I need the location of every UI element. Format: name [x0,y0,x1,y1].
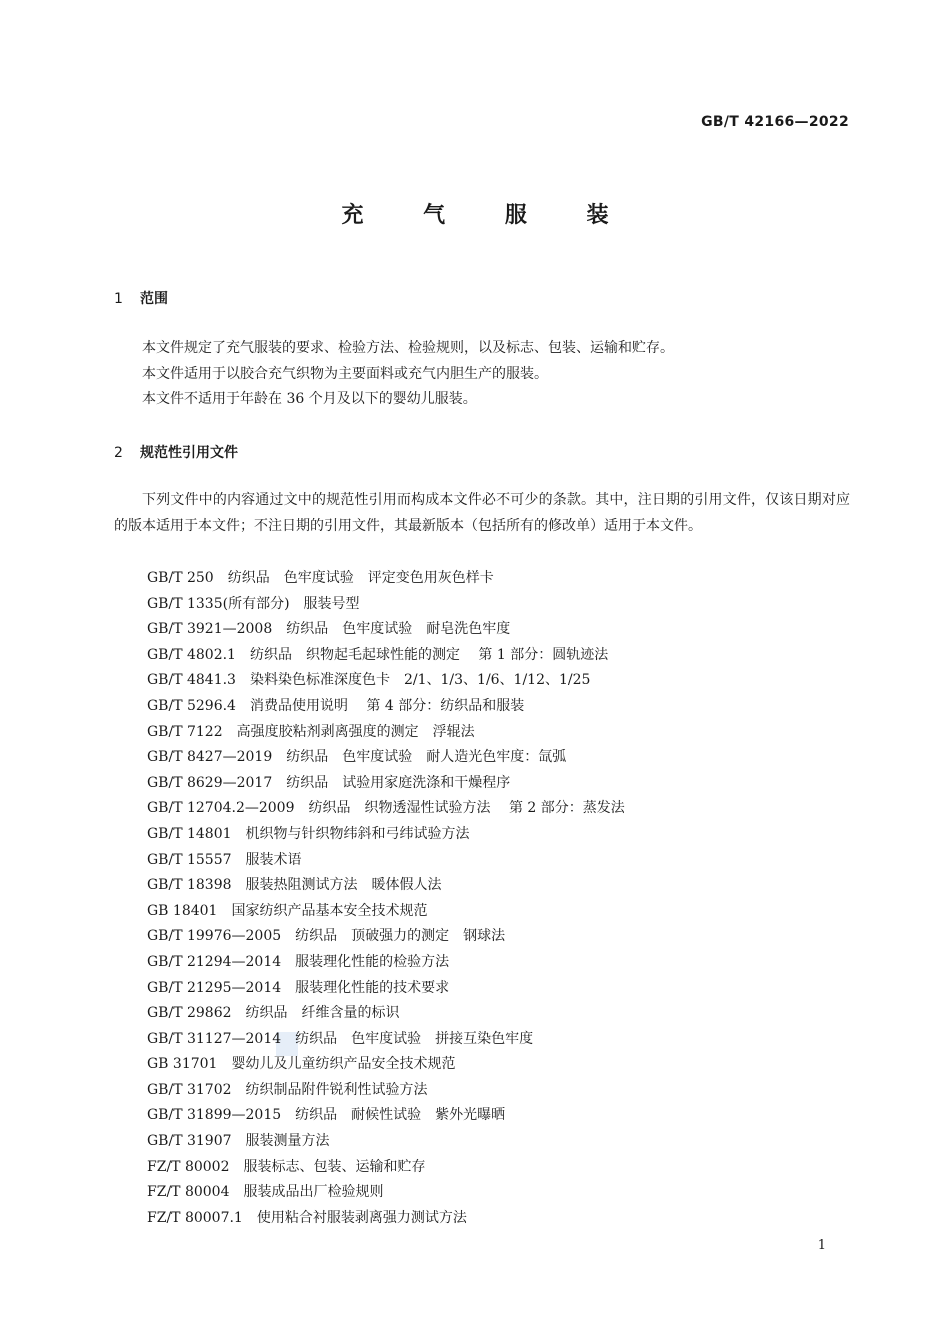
reference-item [147,694,625,720]
section-1-title: 范围 [140,291,168,307]
reference-title: 纺织品 顶破强力的测定 钢球法 [295,928,506,945]
reference-title: 纺织品 试验用家庭洗涤和干燥程序 [286,774,511,791]
reference-title: 纺织品 耐候性试验 紫外光曝晒 [295,1107,506,1124]
reference-item [147,745,625,771]
reference-item [147,1052,625,1078]
section-1-paragraph: 本文件不适用于年龄在 36 个月及以下的婴幼儿服装。 [142,391,477,408]
reference-title: 服装术语 [245,851,302,868]
reference-item [147,1129,625,1155]
reference-title: 纺织品 织物起毛起球性能的测定 第 1 部分：圆轨迹法 [249,646,609,663]
reference-item [147,617,625,643]
reference-code: GB/T 21294—2014 [147,953,282,970]
reference-code: GB/T 21295—2014 [147,979,282,996]
reference-code: GB/T 4841.3 [147,672,236,689]
reference-item [147,566,625,592]
section-2-number: 2 [114,445,123,461]
reference-title: 纺织品 纤维含量的标识 [245,1005,400,1022]
section-2-title: 规范性引用文件 [140,445,238,461]
reference-code: GB/T 31127—2014 [147,1030,282,1047]
reference-code: GB/T 15557 [147,851,232,868]
reference-code: GB/T 1335(所有部分) [147,595,290,612]
reference-item [147,822,625,848]
reference-item [147,771,625,797]
reference-code: FZ/T 80002 [147,1158,230,1175]
reference-code: GB/T 7122 [147,723,223,740]
reference-title: 消费品使用说明 第 4 部分：纺织品和服装 [249,697,525,714]
reference-title: 纺织品 色牢度试验 耐人造光色牢度：氙弧 [286,749,567,766]
section-2-intro [114,488,850,539]
reference-item [147,950,625,976]
reference-title: 国家纺织产品基本安全技术规范 [231,902,428,919]
reference-code: GB/T 8427—2019 [147,749,273,766]
reference-title: 纺织品 色牢度试验 评定变色用灰色样卡 [227,570,494,586]
reference-item [147,873,625,899]
reference-item [147,1103,625,1129]
reference-title: 使用粘合衬服装剥离强力测试方法 [256,1209,467,1226]
reference-code: GB/T 31907 [147,1133,232,1150]
reference-item [147,668,625,694]
section-1-paragraph: 本文件适用于以胶合充气织物为主要面料或充气内胆生产的服装。 [142,365,548,382]
reference-item [147,848,625,874]
reference-title: 服装理化性能的检验方法 [295,953,450,970]
reference-title: 高强度胶粘剂剥离强度的测定 浮辊法 [236,723,475,740]
reference-code: GB/T 18398 [147,877,232,894]
reference-item [147,976,625,1002]
reference-code: GB/T 5296.4 [147,697,236,714]
reference-title: 服装测量方法 [245,1133,330,1150]
section-1-paragraph: 本文件规定了充气服装的要求、检验方法、检验规则，以及标志、包装、运输和贮存。 [142,340,674,356]
document-title: 充 气 服 装 [341,203,635,228]
reference-code: GB 18401 [147,902,218,919]
reference-code: GB/T 3921—2008 [147,621,273,638]
reference-item [147,592,625,618]
reference-code: GB/T 250 [147,570,214,586]
reference-item [147,899,625,925]
reference-code: GB/T 31899—2015 [147,1107,282,1124]
reference-title: 服装标志、包装、运输和贮存 [243,1158,426,1175]
reference-code: GB/T 8629—2017 [147,774,273,791]
reference-title: 服装号型 [303,595,360,612]
reference-item [147,1027,625,1053]
reference-item [147,1206,625,1232]
reference-item [147,1078,625,1104]
reference-title: 纺织品 色牢度试验 拼接互染色牢度 [295,1030,534,1047]
reference-title: 婴幼儿及儿童纺织产品安全技术规范 [231,1056,456,1073]
reference-title: 服装热阻测试方法 暖体假人法 [245,877,442,894]
reference-item [147,720,625,746]
reference-item [147,1180,625,1206]
reference-title: 服装理化性能的技术要求 [295,979,450,996]
reference-code: GB/T 31702 [147,1081,232,1098]
standard-number: GB/T 42166—2022 [701,114,849,130]
reference-title: 机织物与针织物纬斜和弓纬试验方法 [245,825,470,842]
reference-item [147,1001,625,1027]
section-1-body [114,336,850,413]
reference-code: GB/T 29862 [147,1005,232,1022]
reference-list [147,566,625,1231]
reference-item [147,643,625,669]
reference-title: 纺织品 色牢度试验 耐皂洗色牢度 [286,621,511,638]
page-number: 1 [817,1238,826,1253]
reference-item [147,796,625,822]
reference-code: FZ/T 80004 [147,1184,230,1201]
section-2-intro-paragraph: 下列文件中的内容通过文中的规范性引用而构成本文件必不可少的条款。其中，注日期的引用文件，仅该日期对应的版本适用于本文件；不注日期的引用文件，其最新版本（包括所有的修改单）适用于本文件。 [114,492,850,534]
reference-title: 服装成品出厂检验规则 [243,1184,384,1201]
reference-code: FZ/T 80007.1 [147,1209,243,1226]
reference-item [147,1155,625,1181]
section-1-number: 1 [114,291,123,307]
reference-code: GB/T 4802.1 [147,646,236,663]
reference-title: 纺织制品附件锐利性试验方法 [245,1081,428,1098]
reference-title: 染料染色标准深度色卡 2/1、1/3、1/6、1/12、1/25 [249,672,591,689]
section-1-heading [114,288,168,308]
reference-code: GB/T 19976—2005 [147,928,282,945]
reference-code: GB/T 12704.2—2009 [147,800,295,817]
reference-title: 纺织品 织物透湿性试验方法 第 2 部分：蒸发法 [308,800,625,817]
reference-code: GB/T 14801 [147,825,232,842]
reference-code: GB 31701 [147,1056,218,1073]
reference-item [147,924,625,950]
section-2-heading [114,442,238,462]
